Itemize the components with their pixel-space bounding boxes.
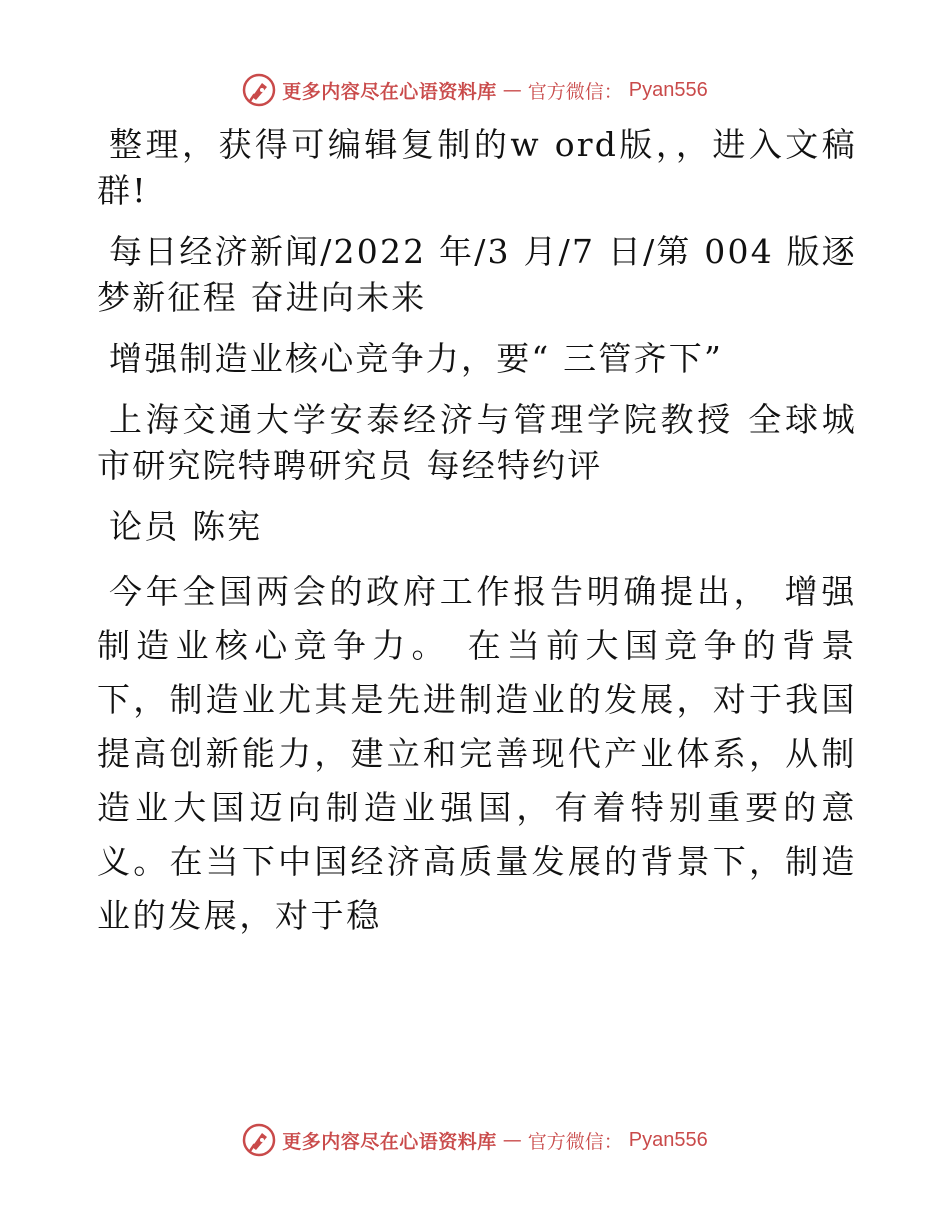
body-paragraph: 今年全国两会的政府工作报告明确提出， 增强制造业核心竞争力。 在当前大国竞争的背景下，制造业尤其是先进制造业的发展，对于我国提高创新能力，建立和完善现代产业体系，从制造业大国迈向制造业强国，有着特别重要的意义。在当下中国经济高质量发展的背景下，制造业的发展，对于稳 <box>97 572 857 935</box>
article-body <box>97 122 857 958</box>
author-name: 论员 陈宪 <box>109 507 263 546</box>
header-banner[interactable] <box>0 70 950 110</box>
banner-separator: — <box>502 1129 522 1151</box>
pen-nib-logo-icon <box>242 73 276 107</box>
banner-separator: — <box>502 79 522 101</box>
banner-wechat-label: 官方微信： <box>527 80 623 103</box>
banner-wechat-id: Pyan556 <box>628 1128 708 1151</box>
source-line: 每日经济新闻/2022 年/3 月/7 日/第 004 版逐梦新征程 奋进向未来 <box>97 232 857 317</box>
banner-wechat-label: 官方微信： <box>527 1130 623 1153</box>
footer-banner[interactable] <box>0 1120 950 1160</box>
author-affiliation: 上海交通大学安泰经济与管理学院教授 全球城市研究院特聘研究员 每经特约评 <box>97 400 857 485</box>
banner-text: 更多内容尽在心语资料库 <box>282 80 497 103</box>
pen-nib-logo-icon <box>242 1123 276 1157</box>
article-title: 增强制造业核心竞争力，要“ 三管齐下” <box>109 339 724 378</box>
banner-wechat-id: Pyan556 <box>628 78 708 101</box>
intro-note: 整理，获得可编辑复制的w ord版，，进入文稿群! <box>97 125 857 210</box>
banner-text: 更多内容尽在心语资料库 <box>282 1130 497 1153</box>
